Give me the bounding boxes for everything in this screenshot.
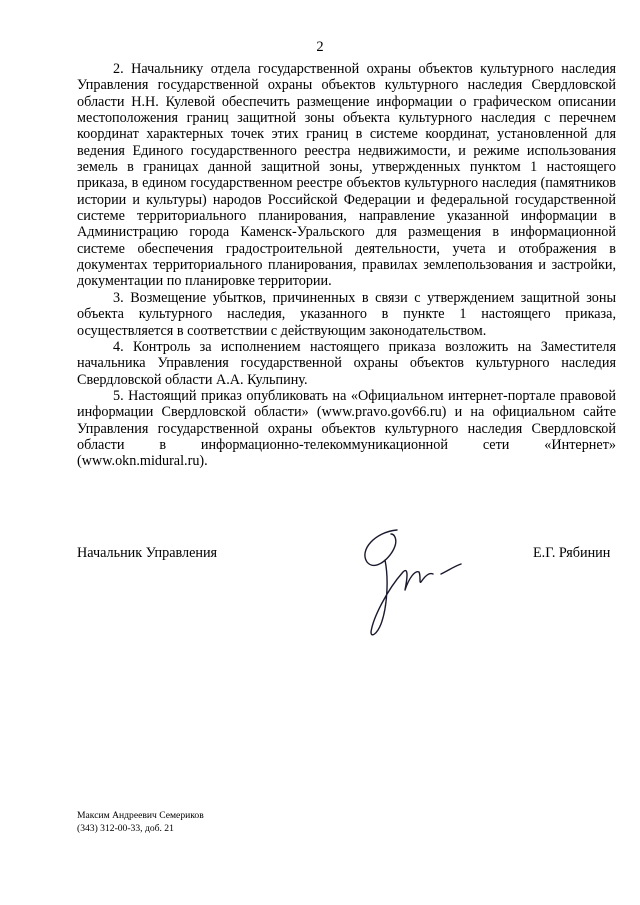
- paragraph-2: 2. Начальнику отдела государственной охраны объектов культурного наследия Управления государственной охраны объектов культурного наследия Свердловской области Н.Н. Кулевой обеспечить размещение информации о графическом описании местоположения границ защитной зоны объекта культурного наследия с перечнем координат характерных точек этих границ в системе координат, установленной для ведения Единого государственного реестра недвижимости, и режиме использования земель в границах данной защитной зоны, утвержденных пунктом 1 настоящего приказа, в едином государственном реестре объектов культурного наследия (памятников истории и культуры) народов Российской Федерации и федеральной государственной системе территориального планирования, направление указанной информации в Администрацию города Каменск-Уральского для размещения в информационной системе обеспечения градостроительной деятельности, учета и отображения в документах территориального планирования, правилах землепользования и застройки, документации по планировке территории.: [77, 61, 616, 290]
- executor-phone: (343) 312-00-33, доб. 21: [77, 822, 174, 834]
- executor-name: Максим Андреевич Семериков: [77, 810, 204, 821]
- executor-info: [77, 810, 204, 835]
- paragraph-4: 4. Контроль за исполнением настоящего приказа возложить на Заместителя начальника Управления государственной охраны объектов культурного наследия Свердловской области А.А. Кульпину.: [77, 338, 616, 388]
- page-number: 2: [316, 39, 324, 55]
- paragraph-3: 3. Возмещение убытков, причиненных в связи с утверждением защитной зоны объекта культурного наследия, указанного в пункте 1 настоящего приказа, осуществляется в соответствии с действующим законодательством.: [77, 289, 616, 339]
- paragraph-5: 5. Настоящий приказ опубликовать на «Официальном интернет-портале правовой информации Свердловской области» (www.pravo.gov66.ru) и на официальном сайте Управления государственной охраны объектов культурного наследия Свердловской области в информационно-телекоммуникационной сети «Интернет» (www.okn.midural.ru).: [77, 387, 616, 470]
- signatory-position: Начальник Управления: [77, 545, 218, 561]
- document-body: [77, 61, 616, 470]
- handwritten-signature: [345, 520, 465, 650]
- signatory-name: Е.Г. Рябинин: [533, 545, 611, 561]
